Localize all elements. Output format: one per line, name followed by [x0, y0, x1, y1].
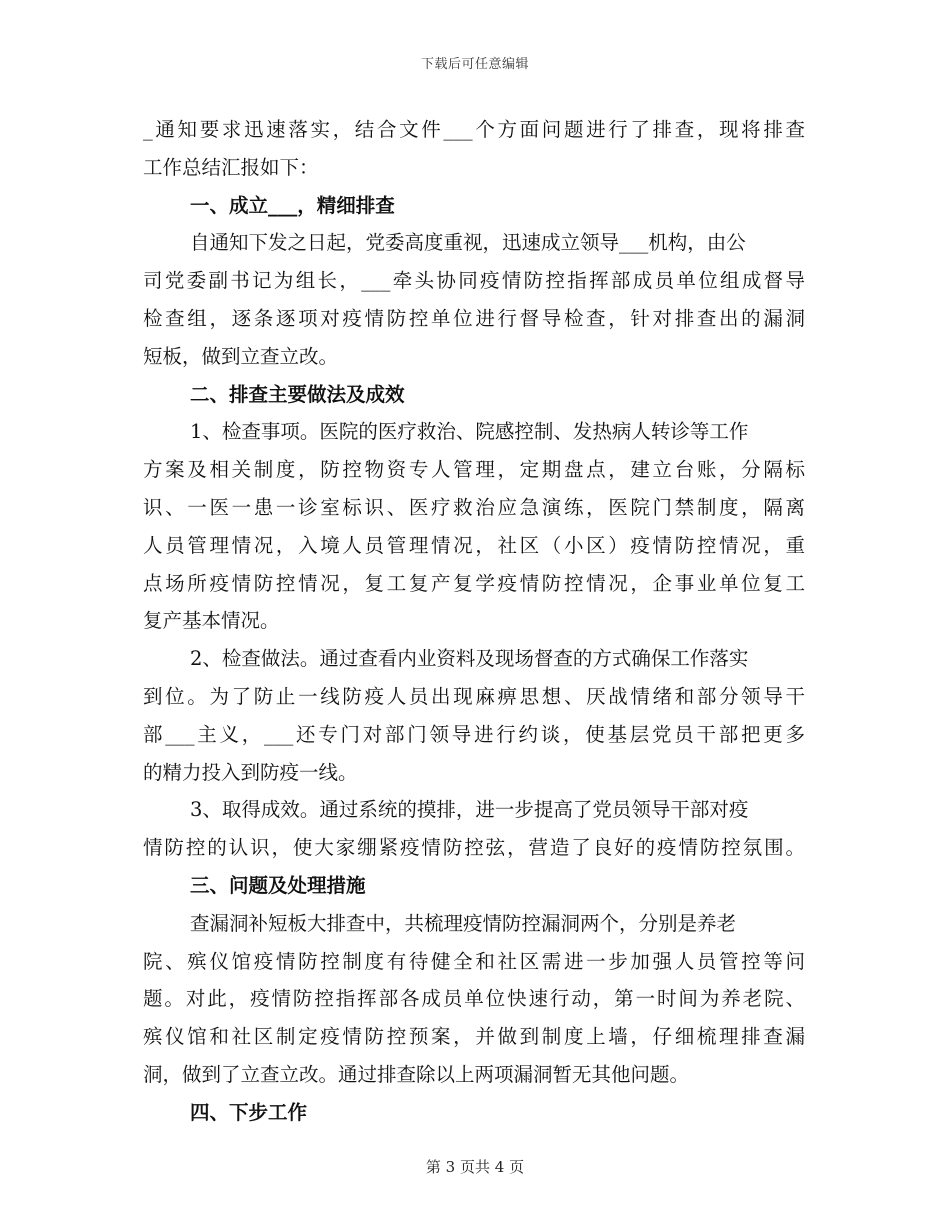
paragraph-line: 部___主义，___还专门对部门领导进行约谈，使基层党员干部把更多 [143, 722, 805, 746]
paragraph-line: 复产基本情况。 [143, 609, 280, 633]
paragraph-line: 洞，做到了立查立改。通过排查除以上两项漏洞暂无其他问题。 [143, 1062, 690, 1086]
section-heading: 三、问题及处理措施 [190, 873, 366, 897]
paragraph-line: 题。对此，疫情防控指挥部各成员单位快速行动，第一时间为养老院、 [143, 987, 805, 1011]
paragraph-line: 查漏洞补短板大排查中，共梳理疫情防控漏洞两个，分别是养老 [190, 911, 737, 935]
paragraph-line: 识、一医一患一诊室标识、医疗救治应急演练，医院门禁制度，隔离 [143, 495, 805, 519]
paragraph-line: 司党委副书记为组长，___牵头协同疫情防控指挥部成员单位组成督导 [143, 269, 805, 293]
paragraph-line: 人员管理情况，入境人员管理情况，社区（小区）疫情防控情况，重 [143, 533, 805, 557]
paragraph-line: 2、检查做法。通过查看内业资料及现场督查的方式确保工作落实 [190, 647, 749, 671]
paragraph-line: 自通知下发之日起，党委高度重视，迅速成立领导___机构，由公 [190, 231, 746, 255]
paragraph-line: 短板，做到立查立改。 [143, 344, 339, 368]
section-heading: 四、下步工作 [190, 1100, 308, 1124]
section-heading: 一、成立___，精细排查 [190, 193, 395, 217]
paragraph-line: 1、检查事项。医院的医疗救治、院感控制、发热病人转诊等工作 [190, 420, 749, 444]
paragraph-line: 院、殡仪馆疫情防控制度有待健全和社区需进一步加强人员管控等问 [143, 949, 805, 973]
section-heading: 二、排查主要做法及成效 [190, 382, 405, 406]
page-header: 下载后可任意编辑 [420, 57, 529, 72]
document-body [143, 111, 805, 1132]
paragraph-line: 检查组，逐条逐项对疫情防控单位进行督导检查，针对排查出的漏洞 [143, 306, 805, 330]
paragraph-line: 点场所疫情防控情况，复工复产复学疫情防控情况，企事业单位复工 [143, 571, 805, 595]
paragraph-line: 情防控的认识，使大家绷紧疫情防控弦，营造了良好的疫情防控氛围。 [143, 836, 805, 860]
paragraph-line: _通知要求迅速落实，结合文件___个方面问题进行了排查，现将排查 [143, 118, 805, 141]
paragraph-line: 殡仪馆和社区制定疫情防控预案，并做到制度上墙，仔细梳理排查漏 [143, 1025, 805, 1049]
paragraph-line: 3、取得成效。通过系统的摸排，进一步提高了党员领导干部对疫 [190, 798, 749, 822]
paragraph-line: 方案及相关制度，防控物资专人管理，定期盘点，建立台账，分隔标 [143, 458, 805, 482]
paragraph-line: 到位。为了防止一线防疫人员出现麻痹思想、厌战情绪和部分领导干 [143, 684, 805, 708]
page-number: 第 3 页共 4 页 [425, 1158, 525, 1176]
paragraph-line: 的精力投入到防疫一线。 [143, 760, 358, 784]
paragraph-line: 工作总结汇报如下： [143, 155, 319, 179]
